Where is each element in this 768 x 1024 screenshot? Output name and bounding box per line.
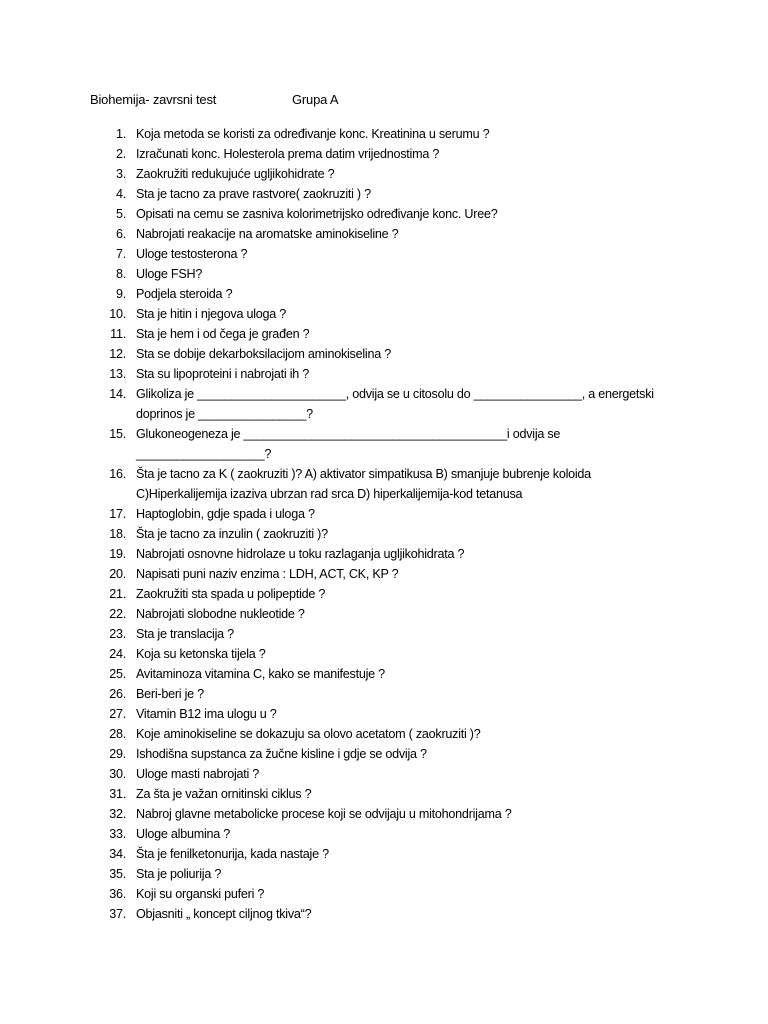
question-item bbox=[0, 384, 768, 424]
question-item bbox=[0, 204, 768, 224]
question-text: Sta je tacno za prave rastvore( zaokruziti ) ? bbox=[136, 187, 371, 201]
question-item bbox=[0, 344, 768, 364]
question-number: 24. bbox=[109, 647, 126, 661]
question-item bbox=[0, 744, 768, 764]
question-item bbox=[0, 644, 768, 664]
question-text: Nabrojati reakacije na aromatske aminokiseline ? bbox=[136, 227, 399, 241]
question-number: 34. bbox=[109, 847, 126, 861]
question-text: Koja metoda se koristi za određivanje konc. Kreatinina u serumu ? bbox=[136, 127, 490, 141]
question-text: Napisati puni naziv enzima : LDH, ACT, CK, KP ? bbox=[136, 567, 399, 581]
question-text: Nabrojati slobodne nukleotide ? bbox=[136, 607, 305, 621]
question-number: 5. bbox=[115, 207, 126, 221]
question-text: Opisati na cemu se zasniva kolorimetrijsko određivanje konc. Uree? bbox=[136, 207, 498, 221]
question-number: 30. bbox=[109, 767, 126, 781]
question-text: Haptoglobin, gdje spada i uloga ? bbox=[136, 507, 315, 521]
question-number: 7. bbox=[115, 247, 126, 261]
question-number: 18. bbox=[109, 527, 126, 541]
question-text: Šta je tacno za K ( zaokruziti )? A) aktivator simpatikusa B) smanjuje bubrenje koloida bbox=[136, 467, 591, 481]
question-number: 15. bbox=[109, 427, 126, 441]
question-text: Šta je tacno za inzulin ( zaokruziti )? bbox=[136, 527, 328, 541]
question-text: Nabroj glavne metabolicke procese koji se odvijaju u mitohondrijama ? bbox=[136, 807, 512, 821]
question-text: Podjela steroida ? bbox=[136, 287, 233, 301]
question-text: Uloge masti nabrojati ? bbox=[136, 767, 260, 781]
question-number: 32. bbox=[109, 807, 126, 821]
question-text: Objasniti „ koncept ciljnog tkiva“? bbox=[136, 907, 312, 921]
question-number: 3. bbox=[115, 167, 126, 181]
question-item bbox=[0, 624, 768, 644]
question-item bbox=[0, 884, 768, 904]
question-text: Sta je poliurija ? bbox=[136, 867, 222, 881]
question-item bbox=[0, 904, 768, 924]
question-text: Koje aminokiseline se dokazuju sa olovo acetatom ( zaokruziti )? bbox=[136, 727, 481, 741]
question-item bbox=[0, 804, 768, 824]
question-text: Beri-beri je ? bbox=[136, 687, 204, 701]
question-text: Uloge testosterona ? bbox=[136, 247, 248, 261]
question-number: 1. bbox=[115, 127, 126, 141]
question-text: Sta je hitin i njegova uloga ? bbox=[136, 307, 287, 321]
question-item bbox=[0, 564, 768, 584]
question-text: Sta je hem i od čega je građen ? bbox=[136, 327, 310, 341]
question-item bbox=[0, 524, 768, 544]
question-text: Koja su ketonska tijela ? bbox=[136, 647, 266, 661]
question-item bbox=[0, 784, 768, 804]
question-item bbox=[0, 424, 768, 464]
question-number: 21. bbox=[109, 587, 126, 601]
question-number: 2. bbox=[115, 147, 126, 161]
question-number: 11. bbox=[110, 327, 126, 341]
question-item bbox=[0, 224, 768, 244]
question-text: Vitamin B12 ima ulogu u ? bbox=[136, 707, 277, 721]
question-text: Zaokružiti sta spada u polipeptide ? bbox=[136, 587, 326, 601]
question-item bbox=[0, 864, 768, 884]
question-text: Za šta je važan ornitinski ciklus ? bbox=[136, 787, 312, 801]
question-item bbox=[0, 184, 768, 204]
question-list bbox=[0, 124, 768, 924]
question-number: 19. bbox=[109, 547, 126, 561]
question-text: Sta se dobije dekarboksilacijom aminokiselina ? bbox=[136, 347, 391, 361]
question-text: Šta je fenilketonurija, kada nastaje ? bbox=[136, 847, 329, 861]
question-number: 23. bbox=[109, 627, 126, 641]
question-number: 13. bbox=[109, 367, 126, 381]
question-item bbox=[0, 144, 768, 164]
question-number: 37. bbox=[109, 907, 126, 921]
question-text: Izračunati konc. Holesterola prema datim vrijednostima ? bbox=[136, 147, 440, 161]
question-number: 35. bbox=[109, 867, 126, 881]
question-text: Koji su organski puferi ? bbox=[136, 887, 265, 901]
question-text: Nabrojati osnovne hidrolaze u toku razlaganja ugljikohidrata ? bbox=[136, 547, 465, 561]
question-text: Glukoneogeneza je _______________________________________i odvija se bbox=[136, 427, 561, 441]
question-number: 12. bbox=[109, 347, 126, 361]
question-number: 26. bbox=[109, 687, 126, 701]
question-item bbox=[0, 464, 768, 504]
question-item bbox=[0, 664, 768, 684]
question-item bbox=[0, 264, 768, 284]
question-text: Glikoliza je ______________________, odvija se u citosolu do ________________, a energetski bbox=[136, 387, 654, 401]
question-text: Uloge FSH? bbox=[136, 267, 203, 281]
question-item bbox=[0, 584, 768, 604]
question-item bbox=[0, 764, 768, 784]
question-item bbox=[0, 724, 768, 744]
question-number: 33. bbox=[109, 827, 126, 841]
question-item bbox=[0, 504, 768, 524]
question-number: 20. bbox=[109, 567, 126, 581]
question-number: 4. bbox=[115, 187, 126, 201]
question-number: 8. bbox=[115, 267, 126, 281]
question-item bbox=[0, 244, 768, 264]
question-item bbox=[0, 544, 768, 564]
question-text-continuation: ___________________? bbox=[136, 447, 272, 461]
question-item bbox=[0, 684, 768, 704]
question-text: Ishodišna supstanca za žučne kisline i gdje se odvija ? bbox=[136, 747, 427, 761]
question-number: 36. bbox=[109, 887, 126, 901]
question-item bbox=[0, 304, 768, 324]
question-item bbox=[0, 284, 768, 304]
question-text: Avitaminoza vitamina C, kako se manifestuje ? bbox=[136, 667, 385, 681]
question-number: 27. bbox=[109, 707, 126, 721]
question-item bbox=[0, 604, 768, 624]
question-item bbox=[0, 124, 768, 144]
question-number: 6. bbox=[115, 227, 126, 241]
question-text-continuation: C)Hiperkalijemija izaziva ubrzan rad srca D) hiperkalijemija-kod tetanusa bbox=[136, 487, 523, 501]
test-title: Biohemija- zavrsni test bbox=[90, 92, 217, 107]
document-header bbox=[90, 92, 339, 107]
question-item bbox=[0, 364, 768, 384]
question-text: Sta su lipoproteini i nabrojati ih ? bbox=[136, 367, 310, 381]
question-item bbox=[0, 704, 768, 724]
question-number: 9. bbox=[115, 287, 126, 301]
question-number: 14. bbox=[109, 387, 126, 401]
group-label: Grupa A bbox=[292, 92, 339, 107]
question-item bbox=[0, 324, 768, 344]
question-text: Sta je translacija ? bbox=[136, 627, 234, 641]
question-number: 10. bbox=[109, 307, 126, 321]
question-number: 31. bbox=[109, 787, 126, 801]
question-number: 25. bbox=[109, 667, 126, 681]
question-text-continuation: doprinos je ________________? bbox=[136, 407, 313, 421]
question-number: 16. bbox=[109, 467, 126, 481]
question-item bbox=[0, 164, 768, 184]
question-item bbox=[0, 824, 768, 844]
question-text: Uloge albumina ? bbox=[136, 827, 231, 841]
question-item bbox=[0, 844, 768, 864]
question-number: 29. bbox=[109, 747, 126, 761]
question-number: 28. bbox=[109, 727, 126, 741]
question-number: 22. bbox=[109, 607, 126, 621]
question-number: 17. bbox=[109, 507, 126, 521]
question-text: Zaokružiti redukujuće ugljikohidrate ? bbox=[136, 167, 335, 181]
